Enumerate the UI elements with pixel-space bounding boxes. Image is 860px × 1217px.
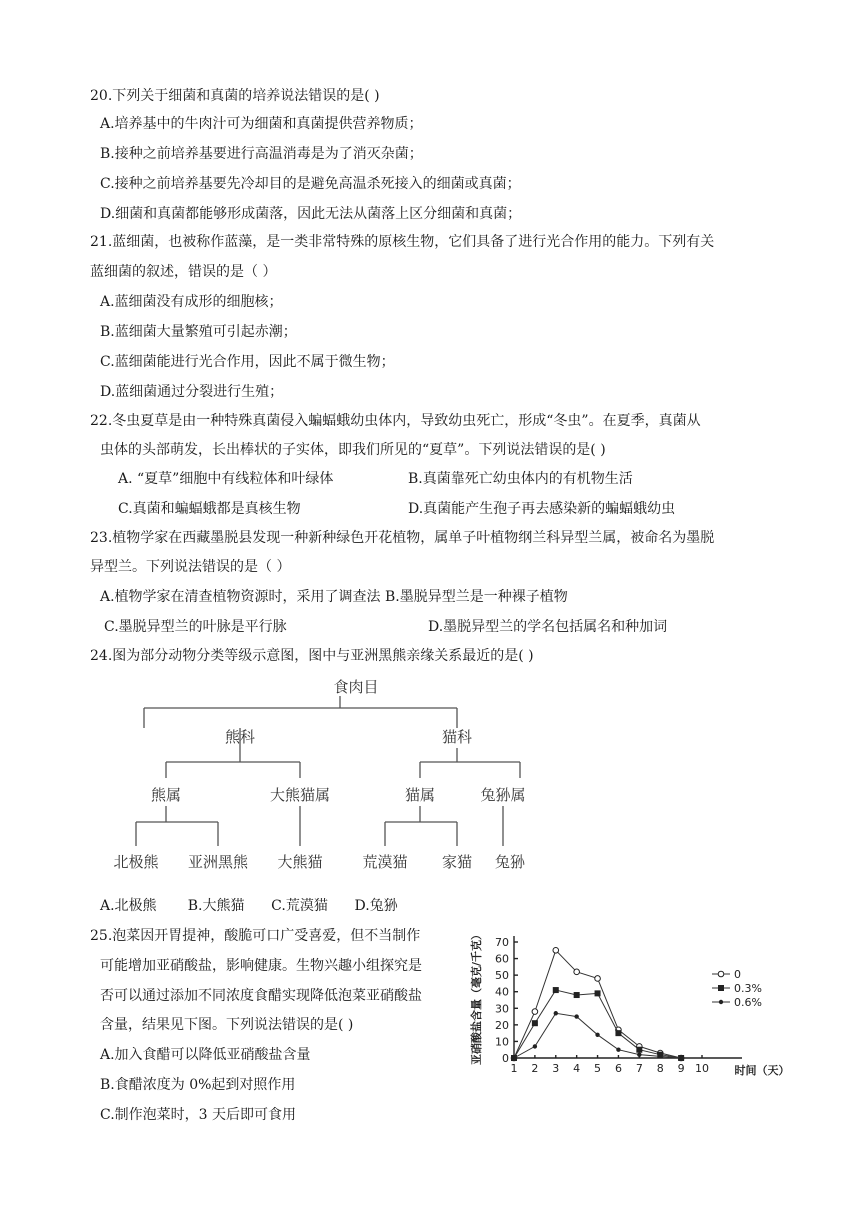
q22-stem-line1: 22.冬虫夏草是由一种特殊真菌侵入蝙蝠蛾幼虫体内，导致幼虫死亡，形成“冬虫”。在夏季，真菌从 [90, 413, 701, 429]
chart-x-tick-label: 2 [531, 1062, 539, 1075]
chart-legend-marker-0 [718, 971, 724, 977]
chart-legend-label-2: 0.6% [734, 996, 762, 1009]
chart-y-tick-label: 60 [495, 952, 509, 966]
chart-legend-label-0: 0 [734, 968, 741, 981]
nitrite-content-line-chart [462, 922, 812, 1092]
q21-option-a: A.蓝细菌没有成形的细胞核； [100, 294, 283, 310]
chart-point-series-2 [595, 1033, 599, 1037]
q20-option-a: A.培养基中的牛肉汁可为细菌和真菌提供营养物质； [100, 116, 423, 132]
chart-y-axis-label: 亚硝酸盐含量（毫克/千克） [470, 928, 483, 1066]
chart-point-series-0 [595, 976, 601, 982]
chart-x-tick-label: 6 [614, 1062, 622, 1075]
chart-point-series-2 [679, 1056, 683, 1060]
chart-point-series-2 [658, 1054, 662, 1058]
q23-stem-line1: 23.植物学家在西藏墨脱县发现一种新种绿色开花植物，属单子叶植物纲兰科异型兰属，被命名为墨脱 [90, 530, 715, 546]
chart-x-tick-label: 10 [695, 1062, 709, 1075]
q22-stem-line2: 虫体的头部萌发，长出棒状的子实体，即我们所见的“夏草”。下列说法错误的是( ) [100, 442, 606, 458]
q23-stem-line2: 异型兰。下列说法错误的是（ ） [90, 559, 291, 575]
q23-option-d: D.墨脱异型兰的学名包括属名和种加词 [428, 619, 668, 635]
chart-y-tick-label: 40 [495, 985, 509, 999]
tree-species-asian-black-bear: 亚洲黑熊 [187, 853, 249, 871]
chart-point-series-1 [553, 987, 559, 993]
tree-family-bear: 熊科 [224, 728, 256, 746]
q25-stem-line4: 含量，结果见下图。下列说法错误的是( ) [100, 1017, 354, 1033]
chart-point-series-0 [574, 969, 580, 975]
chart-y-tick-label: 30 [495, 1002, 509, 1016]
q22-option-d: D.真菌能产生孢子再去感染新的蝙蝠蛾幼虫 [408, 501, 676, 517]
tree-order-label: 食肉目 [333, 678, 379, 696]
tree-species-pallas-cat: 兔狲 [494, 853, 526, 871]
q24-options: A.北极熊 B.大熊猫 C.荒漠猫 D.兔狲 [100, 898, 398, 914]
tree-family-cat: 猫科 [441, 728, 473, 746]
chart-y-tick-label: 50 [495, 969, 509, 983]
q21-option-d: D.蓝细菌通过分裂进行生殖； [100, 384, 284, 400]
chart-legend-label-1: 0.3% [734, 982, 762, 995]
q25-option-c: C.制作泡菜时，3 天后即可食用 [100, 1107, 297, 1123]
chart-point-series-1 [532, 1020, 538, 1026]
chart-point-series-0 [532, 1009, 538, 1015]
chart-x-tick-label: 9 [677, 1062, 685, 1075]
q22-option-c: C.真菌和蝙蝠蛾都是真核生物 [118, 501, 301, 517]
q25-option-a: A.加入食醋可以降低亚硝酸盐含量 [100, 1047, 311, 1063]
tree-species-giant-panda: 大熊猫 [277, 853, 323, 871]
tree-species-polar-bear: 北极熊 [113, 853, 159, 871]
tree-genus-otocolobus: 兔狲属 [480, 786, 526, 804]
q21-stem-line2: 蓝细菌的叙述，错误的是（ ） [90, 264, 277, 280]
chart-x-tick-label: 5 [594, 1062, 602, 1075]
chart-point-series-2 [574, 1014, 578, 1018]
chart-point-series-2 [616, 1048, 620, 1052]
q23-option-c: C.墨脱异型兰的叶脉是平行脉 [104, 619, 287, 635]
q21-option-c: C.蓝细菌能进行光合作用，因此不属于微生物； [100, 354, 395, 370]
q21-stem-line1: 21.蓝细菌，也被称作蓝藻，是一类非常特殊的原核生物，它们具备了进行光合作用的能力。下列有关 [90, 234, 715, 250]
chart-y-tick-label: 70 [495, 936, 509, 949]
tree-species-domestic-cat: 家猫 [441, 853, 473, 871]
chart-point-series-1 [615, 1030, 621, 1036]
chart-x-tick-label: 1 [510, 1062, 518, 1075]
q25-option-b: B.食醋浓度为 0%起到对照作用 [100, 1077, 296, 1093]
q21-option-b: B.蓝细菌大量繁殖可引起赤潮； [100, 324, 297, 340]
q24-stem: 24.图为部分动物分类等级示意图，图中与亚洲黑熊亲缘关系最近的是( ) [90, 648, 534, 664]
chart-x-axis-label: 时间（天） [734, 1064, 790, 1077]
chart-point-series-1 [595, 990, 601, 996]
chart-x-tick-label: 8 [656, 1062, 664, 1075]
chart-y-tick-label: 10 [495, 1035, 509, 1049]
tree-species-chinese-mountain-cat: 荒漠猫 [362, 853, 408, 871]
chart-point-series-2 [554, 1011, 558, 1015]
chart-y-tick-label: 0 [502, 1052, 509, 1065]
chart-x-tick-label: 4 [573, 1062, 581, 1075]
chart-point-series-1 [574, 992, 580, 998]
q25-stem-line1: 25.泡菜因开胃提神，酸脆可口广受喜爱，但不当制作 [90, 928, 421, 944]
chart-point-series-2 [512, 1056, 516, 1060]
chart-point-series-1 [636, 1047, 642, 1053]
chart-legend-marker-1 [718, 985, 724, 991]
chart-x-tick-label: 7 [635, 1062, 643, 1075]
q25-stem-line3: 否可以通过添加不同浓度食醋实现降低泡菜亚硝酸盐 [100, 988, 422, 1004]
classification-tree-diagram [100, 670, 540, 885]
chart-point-series-2 [637, 1052, 641, 1056]
chart-legend-marker-2 [719, 1000, 723, 1004]
chart-point-series-2 [533, 1044, 537, 1048]
q20-option-c: C.接种之前培养基要先冷却目的是避免高温杀死接入的细菌或真菌； [100, 176, 521, 192]
chart-series-line-0 [514, 950, 681, 1058]
q22-option-a: A. “夏草”细胞中有线粒体和叶绿体 [118, 471, 334, 487]
q23-option-ab: A.植物学家在清查植物资源时，采用了调查法 B.墨脱异型兰是一种裸子植物 [100, 589, 568, 605]
chart-point-series-0 [553, 947, 559, 953]
q20-stem: 20.下列关于细菌和真菌的培养说法错误的是( ) [90, 88, 380, 104]
chart-y-tick-label: 20 [495, 1018, 509, 1032]
tree-genus-panda: 大熊猫属 [269, 786, 331, 804]
q25-stem-line2: 可能增加亚硝酸盐，影响健康。生物兴趣小组探究是 [100, 958, 422, 974]
q22-option-b: B.真菌靠死亡幼虫体内的有机物生活 [408, 471, 633, 487]
chart-x-tick-label: 3 [552, 1062, 560, 1075]
q20-option-b: B.接种之前培养基要进行高温消毒是为了消灭杂菌； [100, 146, 423, 162]
tree-genus-ursus: 熊属 [150, 786, 182, 804]
q20-option-d: D.细菌和真菌都能够形成菌落，因此无法从菌落上区分细菌和真菌； [100, 206, 522, 222]
tree-genus-felis: 猫属 [404, 786, 436, 804]
